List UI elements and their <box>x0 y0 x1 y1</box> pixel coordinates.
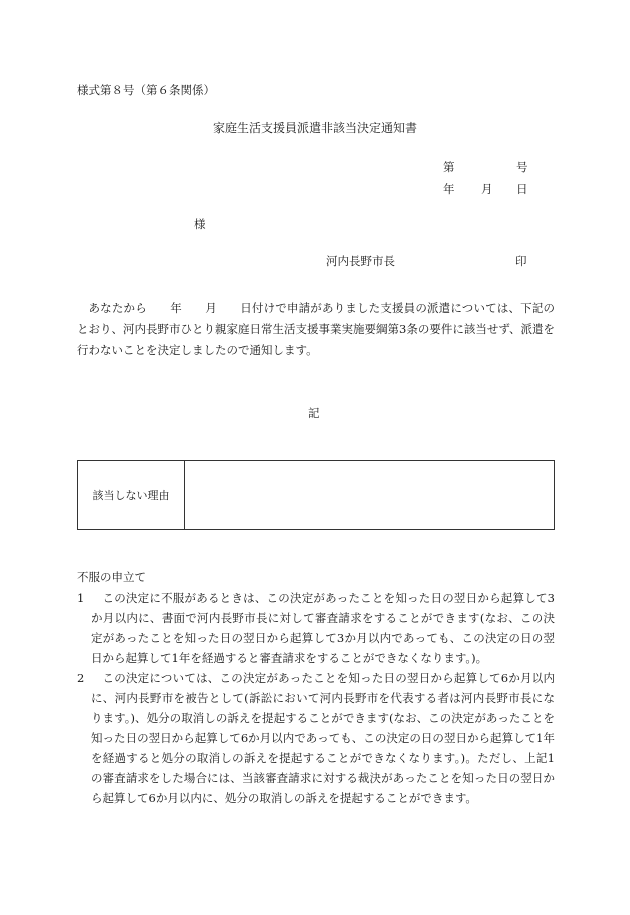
seal-mark: 印 <box>515 254 527 268</box>
month-label: 月 <box>481 182 493 196</box>
appeal-list <box>77 588 555 808</box>
day-label: 日 <box>516 182 528 196</box>
reason-value-cell <box>185 461 554 529</box>
document-number-block <box>443 162 529 206</box>
date-row <box>443 184 529 206</box>
notice-body-text: あなたから 年 月 日付けで申請がありました支援員の派遣については、下記のとおり、河内長野市ひとり親家庭日常生活支援事業実施要綱第3条の要件に該当せず、派遣を行わないことを決定しましたので通知します。 <box>77 301 555 357</box>
reason-label-cell: 該当しない理由 <box>78 461 185 529</box>
dai-label: 第 <box>443 160 455 174</box>
ki-heading: 記 <box>308 406 320 420</box>
appeal-item-number: 1 <box>77 591 85 605</box>
number-row <box>443 162 529 184</box>
appeal-title: 不服の申立て <box>77 570 146 584</box>
notice-body <box>77 298 555 361</box>
document-title: 家庭生活支援員派遣非該当決定通知書 <box>213 121 418 135</box>
appeal-item-text: この決定については、この決定があったことを知った日の翌日から起算して6か月以内に、河内長野市を被告として(訴訟において河内長野市を代表する者は河内長野市長になります。)、処分の取消しの訴えを提起することができます(なお、この決定があったことを知った日の翌日から起算して6か月以内であっても、この決定の日の翌日から起算して1年を経過すると処分の取消しの訴えを提起することができなくなります。)。ただし、上記1の審査請求をした場合には、当該審査請求に対する裁決があったことを知った日の翌日から起算して6か月以内に、処分の取消しの訴えを提起することができます。 <box>91 671 555 805</box>
reason-table <box>77 460 555 530</box>
addressee-honorific: 様 <box>194 217 206 231</box>
year-label: 年 <box>443 182 455 196</box>
form-number-label: 様式第８号（第６条関係） <box>77 83 215 97</box>
appeal-item <box>77 668 555 808</box>
go-label: 号 <box>516 160 528 174</box>
appeal-item <box>77 588 555 668</box>
appeal-item-number: 2 <box>77 671 85 685</box>
appeal-item-text: この決定に不服があるときは、この決定があったことを知った日の翌日から起算して3か月以内に、書面で河内長野市長に対して審査請求をすることができます(なお、この決定があったことを知った日の翌日から起算して3か月以内であっても、この決定の日の翌日から起算して1年を経過すると審査請求をすることができなくなります。)。 <box>91 591 555 665</box>
issuer-name: 河内長野市長 <box>326 254 395 268</box>
